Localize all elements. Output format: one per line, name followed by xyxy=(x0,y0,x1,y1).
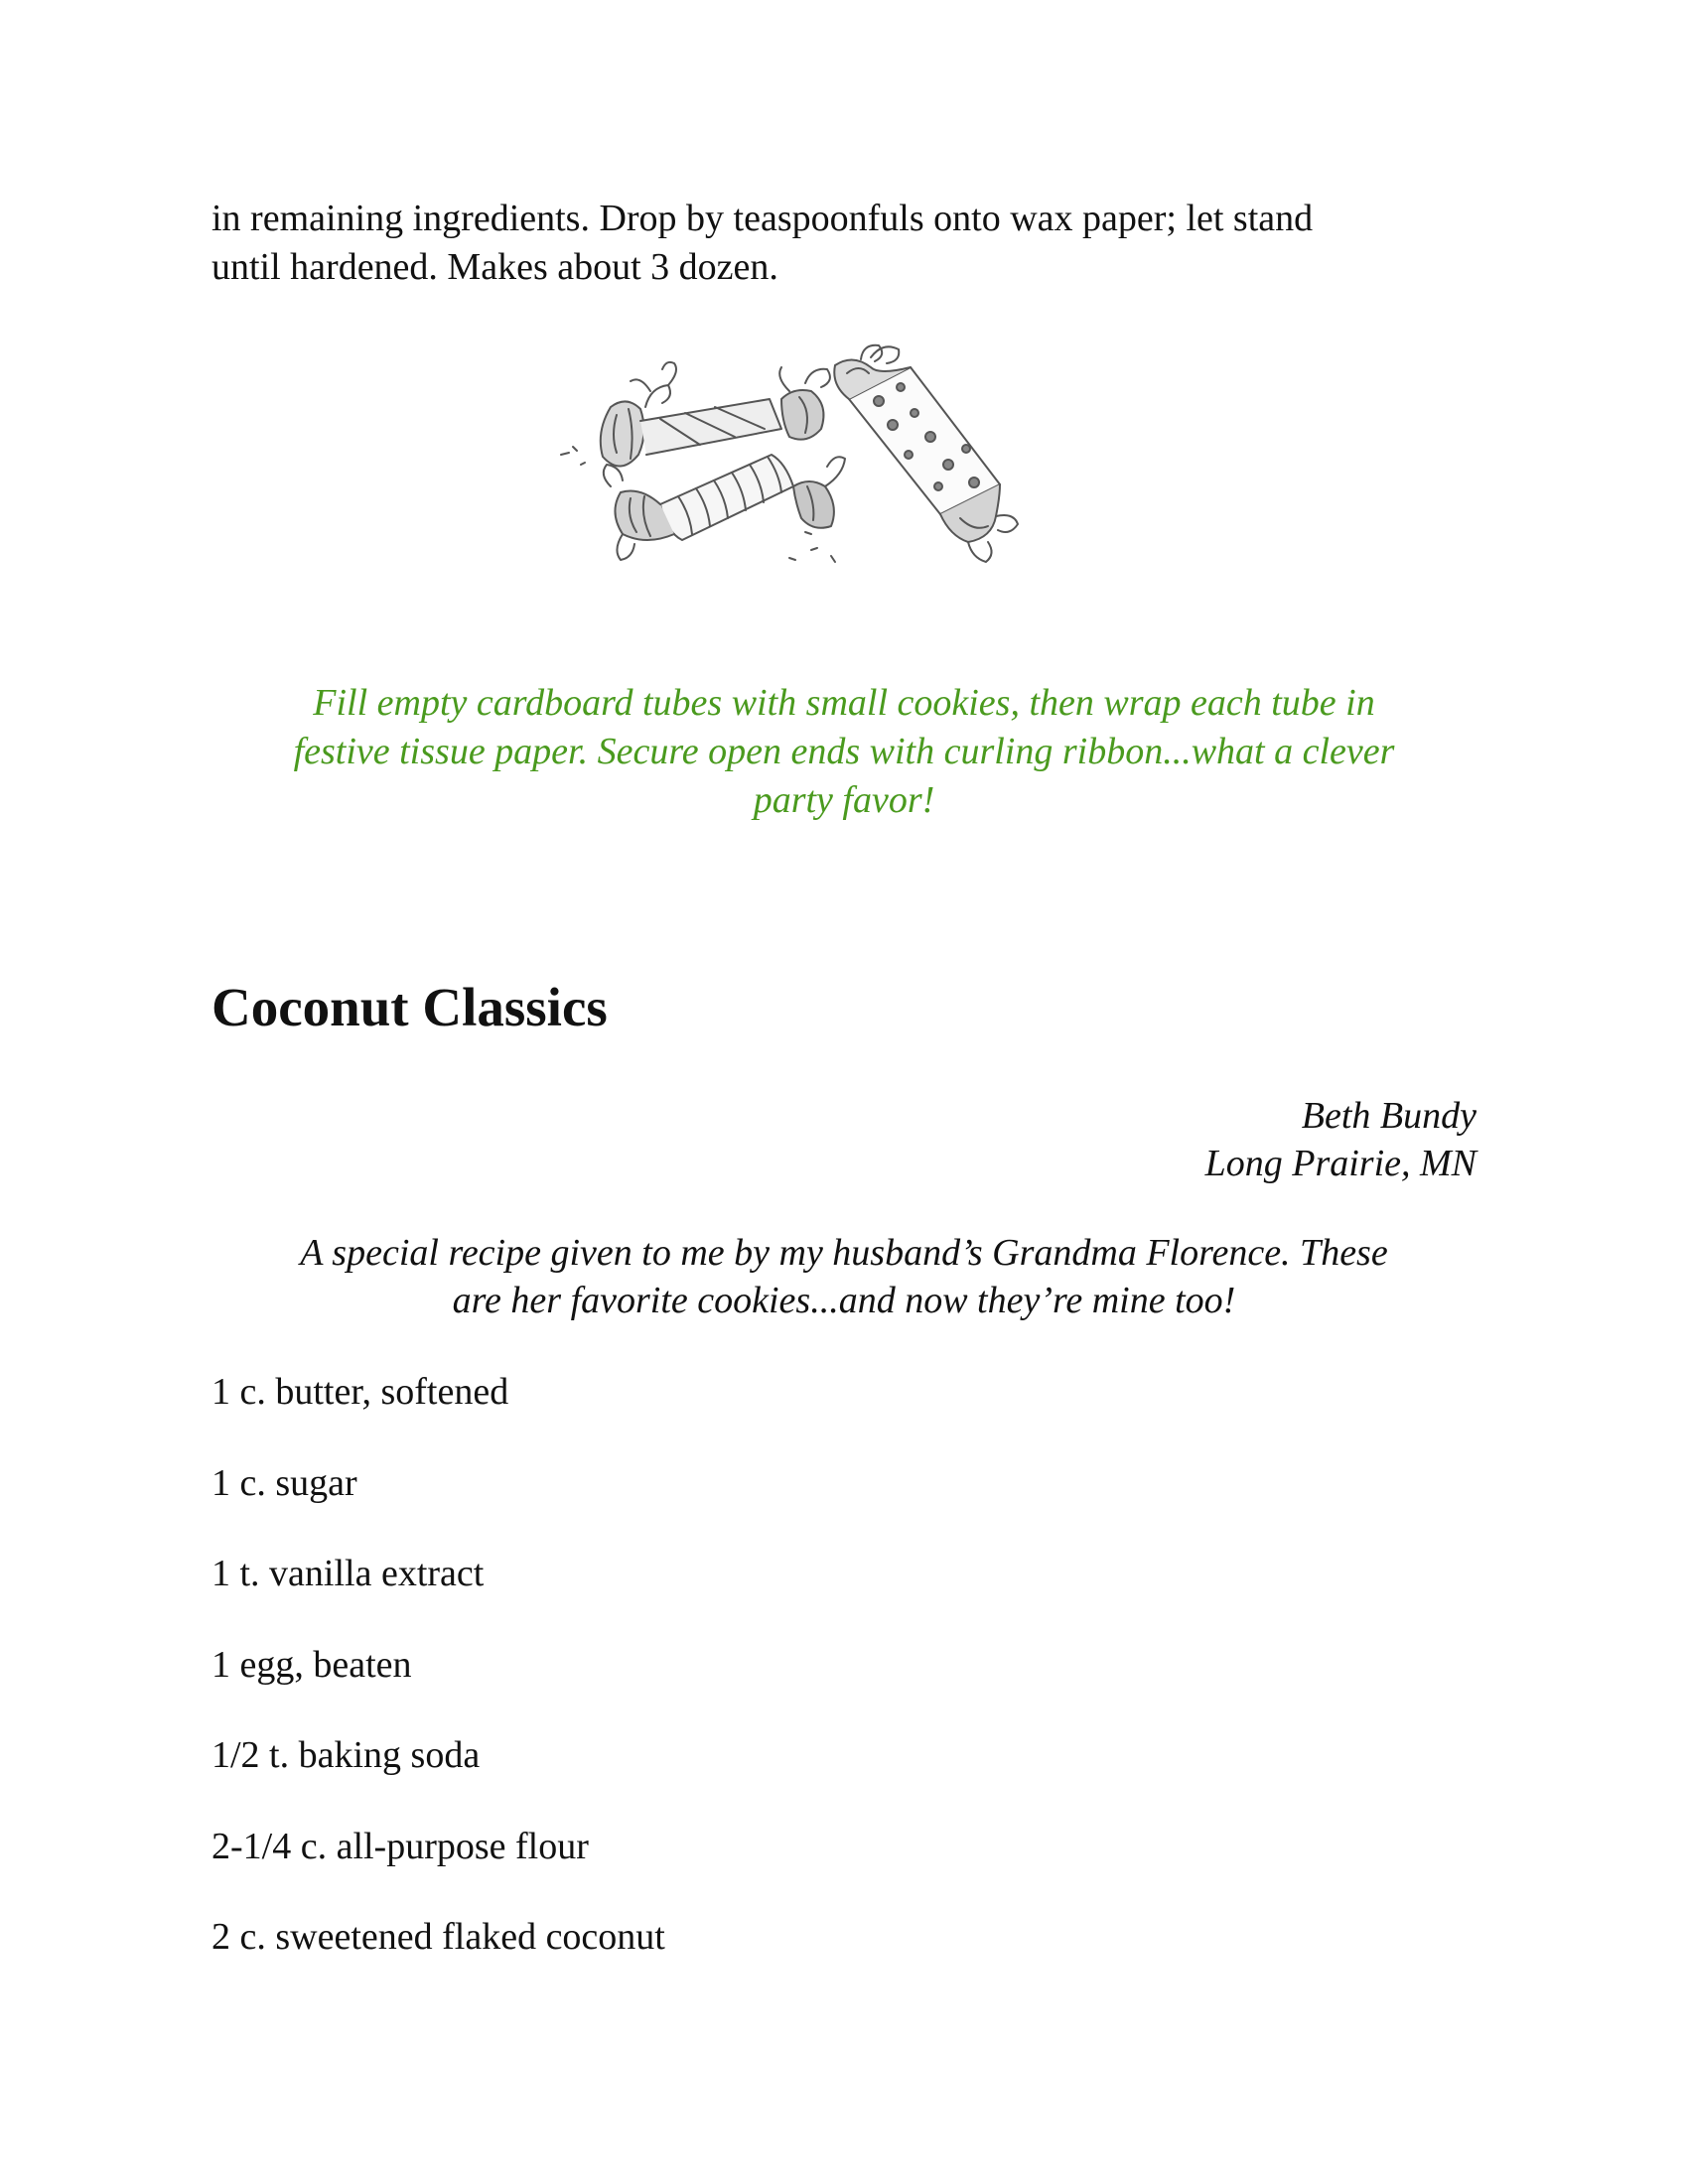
tip-line: festive tissue paper. Secure open ends with curling ribbon...what a clever xyxy=(293,731,1395,772)
ingredient-item: 2-1/4 c. all-purpose flour xyxy=(211,1825,589,1867)
tip-line: Fill empty cardboard tubes with small cookies, then wrap each tube in xyxy=(313,682,1375,724)
ingredient-item: 1/2 t. baking soda xyxy=(211,1734,481,1776)
ingredient-list xyxy=(211,1368,665,2004)
tip-text xyxy=(211,679,1477,825)
continuation-line: in remaining ingredients. Drop by teaspoonfuls onto wax paper; let stand xyxy=(211,198,1314,239)
ingredient-item: 1 c. butter, softened xyxy=(211,1371,509,1413)
recipe-title: Coconut Classics xyxy=(211,977,608,1037)
ingredient-item: 1 c. sugar xyxy=(211,1461,357,1504)
ingredient-item: 1 egg, beaten xyxy=(211,1643,412,1686)
ingredient-item: 1 t. vanilla extract xyxy=(211,1553,485,1594)
recipe-byline xyxy=(894,1092,1477,1187)
recipe-intro xyxy=(211,1229,1477,1324)
previous-recipe-continuation xyxy=(211,195,1502,292)
author-location: Long Prairie, MN xyxy=(1204,1143,1477,1184)
ingredient-item: 2 c. sweetened flaked coconut xyxy=(211,1916,665,1958)
intro-line: are her favorite cookies...and now they’re mine too! xyxy=(452,1280,1236,1321)
tip-line: party favor! xyxy=(753,779,935,821)
intro-line: A special recipe given to me by my husband’s Grandma Florence. These xyxy=(300,1232,1388,1274)
author-name: Beth Bundy xyxy=(1301,1095,1477,1137)
continuation-line: until hardened. Makes about 3 dozen. xyxy=(211,246,778,288)
wrapped-candy-party-favors-icon xyxy=(551,338,1147,625)
